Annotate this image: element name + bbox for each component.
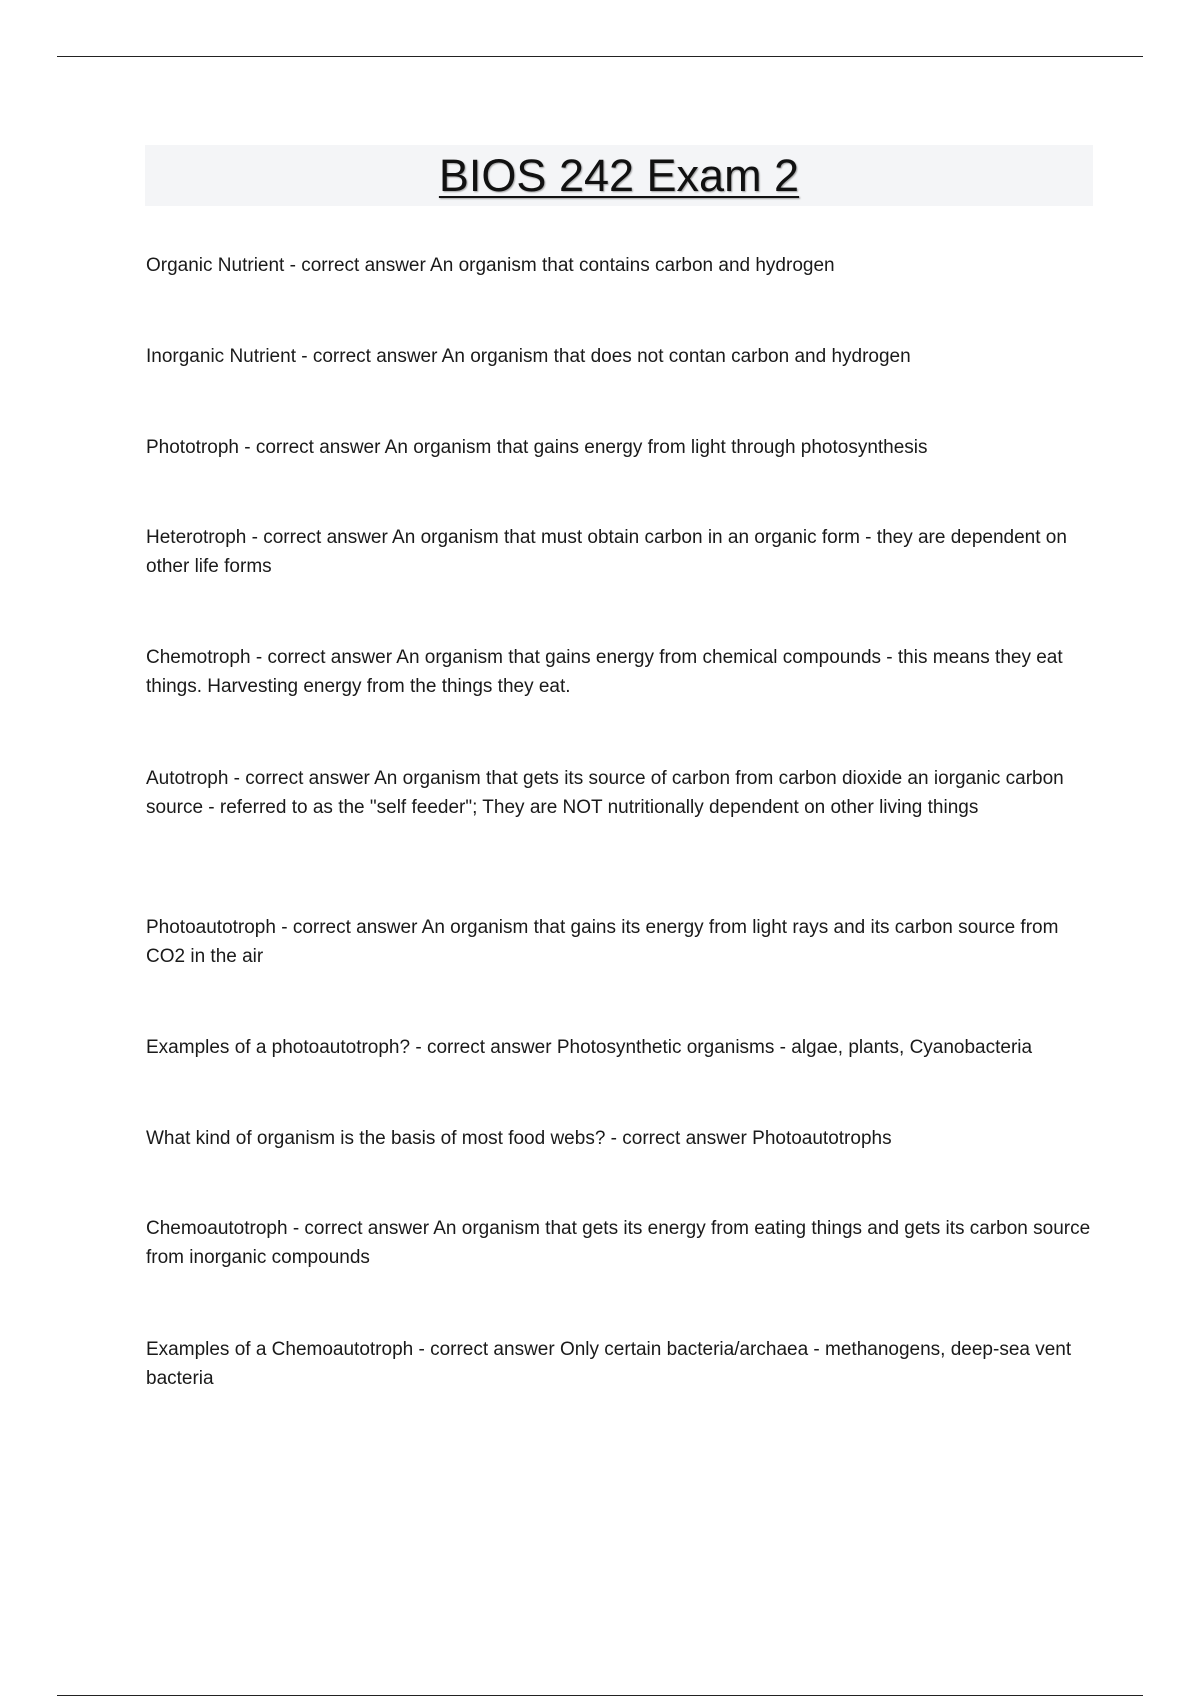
entry-chemoautotroph-examples: Examples of a Chemoautotroph - correct answer Only certain bacteria/archaea - methanogens, deep-sea vent bacteria	[146, 1339, 1072, 1389]
entry-photoautotroph: Photoautotroph - correct answer An organism that gains its energy from light rays and its carbon source from CO2 in the air	[146, 917, 1059, 967]
entry-photoautotroph-examples: Examples of a photoautotroph? - correct answer Photosynthetic organisms - algae, plants, Cyanobacteria	[146, 1037, 1033, 1058]
bottom-rule	[57, 1695, 1143, 1696]
entry-chemotroph: Chemotroph - correct answer An organism that gains energy from chemical compounds - this means they eat things. Harvesting energy from the things they eat.	[146, 647, 1063, 697]
entry-food-web-basis: What kind of organism is the basis of most food webs? - correct answer Photoautotrophs	[146, 1128, 892, 1149]
entry-autotroph: Autotroph - correct answer An organism that gets its source of carbon from carbon dioxide an iorganic carbon source - referred to as the "self feeder"; They are NOT nutritionally dependent on other living things	[146, 768, 1064, 818]
entry-heterotroph: Heterotroph - correct answer An organism that must obtain carbon in an organic form - they are dependent on other life forms	[146, 527, 1067, 577]
document-title: BIOS 242 Exam 2	[438, 150, 800, 201]
entry-organic-nutrient: Organic Nutrient - correct answer An organism that contains carbon and hydrogen	[146, 255, 835, 276]
entry-phototroph: Phototroph - correct answer An organism that gains energy from light through photosynthesis	[146, 437, 928, 458]
entry-chemoautotroph: Chemoautotroph - correct answer An organism that gets its energy from eating things and gets its carbon source from inorganic compounds	[146, 1218, 1091, 1268]
top-rule	[57, 56, 1143, 57]
entry-inorganic-nutrient: Inorganic Nutrient - correct answer An organism that does not contan carbon and hydrogen	[146, 346, 911, 367]
title-band	[145, 145, 1093, 206]
